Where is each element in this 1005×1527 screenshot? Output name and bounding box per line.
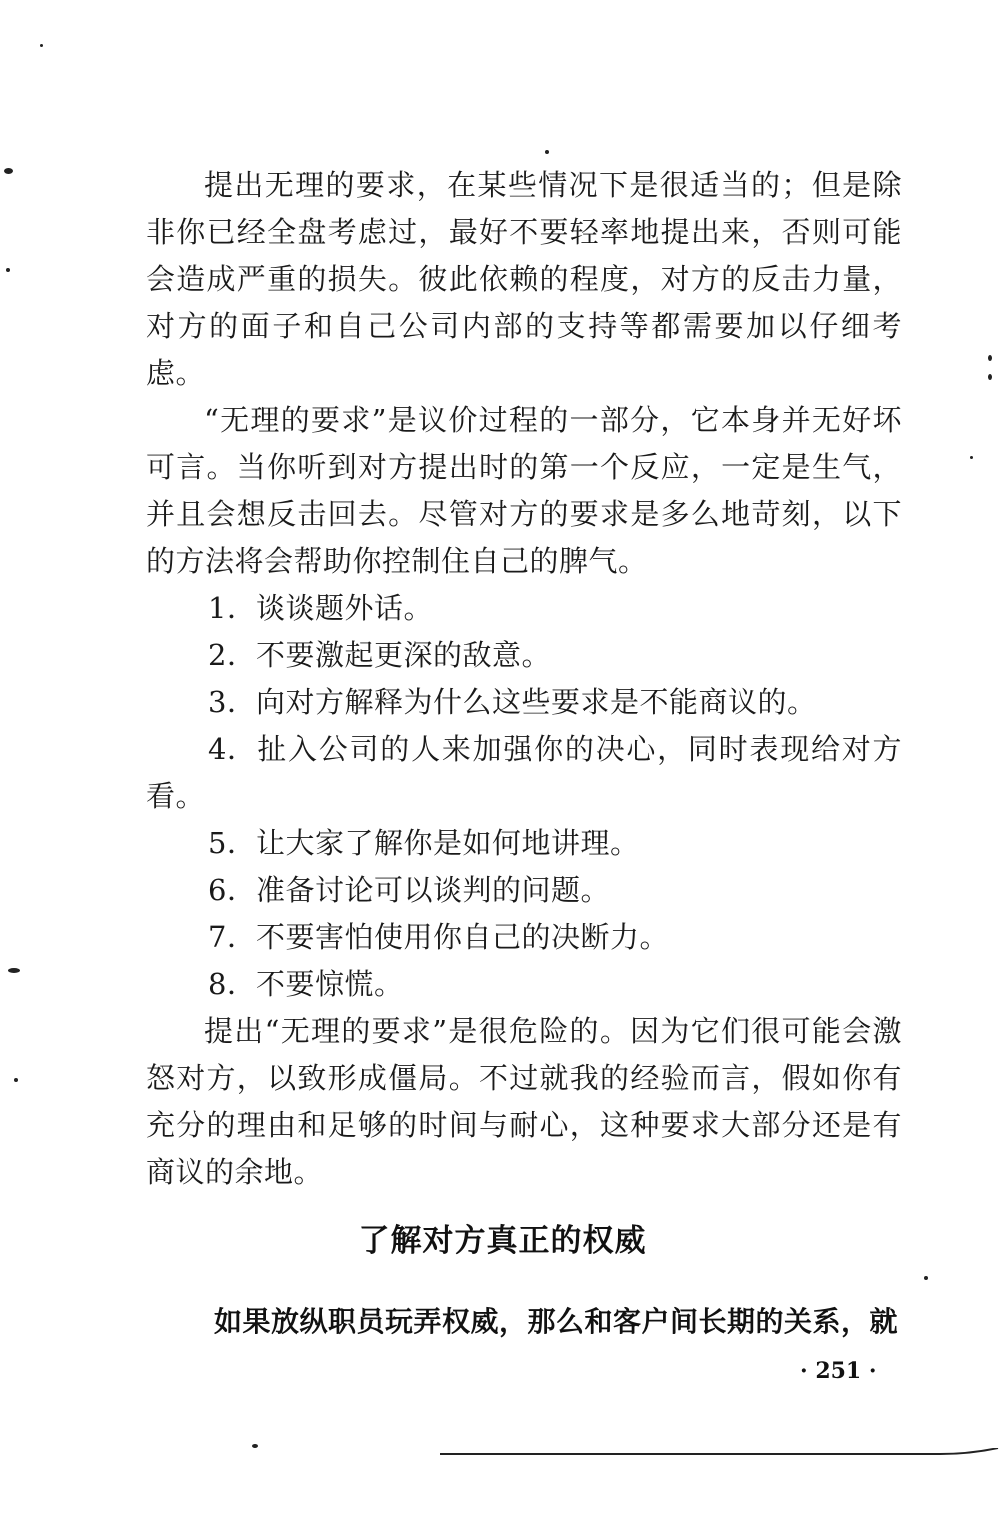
list-item — [146, 961, 902, 1008]
list-item — [146, 585, 902, 632]
scan-speck — [40, 44, 43, 47]
list-item — [146, 726, 902, 820]
list-item — [146, 820, 902, 867]
list-text: 谈谈题外话。 — [256, 591, 434, 625]
scan-speck — [970, 456, 973, 459]
list-number: 3． — [208, 685, 257, 719]
scan-speck — [14, 1078, 18, 1082]
list-item — [146, 632, 902, 679]
section-heading: 了解对方真正的权威 — [358, 1223, 647, 1259]
list-number: 2． — [208, 638, 257, 672]
body-text — [146, 162, 902, 1196]
list-number: 4． — [208, 732, 257, 766]
list-item — [146, 867, 902, 914]
scan-speck — [6, 268, 10, 272]
list-number: 7． — [208, 920, 257, 954]
scan-speck — [988, 355, 992, 361]
list-text: 向对方解释为什么这些要求是不能商议的。 — [256, 685, 817, 719]
list-item — [146, 679, 902, 726]
list-item — [146, 914, 902, 961]
list-number: 1． — [208, 591, 257, 625]
list-number: 5． — [208, 826, 257, 860]
scan-speck — [252, 1444, 258, 1448]
list-text: 不要惊慌。 — [256, 967, 404, 1001]
list-text: 不要害怕使用你自己的决断力。 — [256, 920, 670, 954]
advice-list — [146, 585, 902, 1008]
list-number: 6． — [208, 873, 257, 907]
scan-speck — [924, 1276, 928, 1280]
bottom-rule-line — [440, 1448, 1000, 1458]
paragraph-2: “无理的要求”是议价过程的一部分，它本身并无好坏可言。当你听到对方提出时的第一个反应，一定是生气，并且会想反击回去。尽管对方的要求是多么地苛刻，以下的方法将会帮助你控制住自己的脾气。 — [146, 403, 902, 578]
page-number: · 251 · — [800, 1358, 877, 1384]
scan-speck — [988, 374, 992, 380]
section-first-line: 如果放纵职员玩弄权威，那么和客户间长期的关系，就 — [214, 1305, 899, 1338]
scan-speck — [545, 150, 549, 154]
paragraph-1: 提出无理的要求，在某些情况下是很适当的；但是除非你已经全盘考虑过，最好不要轻率地提出来，否则可能会造成严重的损失。彼此依赖的程度，对方的反击力量，对方的面子和自己公司内部的支持等都需要加以仔细考虑。 — [146, 168, 902, 390]
scan-speck — [4, 168, 13, 174]
paragraph-3: 提出“无理的要求”是很危险的。因为它们很可能会激怒对方，以致形成僵局。不过就我的经验而言，假如你有充分的理由和足够的时间与耐心，这种要求大部分还是有商议的余地。 — [146, 1014, 902, 1189]
list-text: 准备讨论可以谈判的问题。 — [256, 873, 611, 907]
list-text: 扯入公司的人来加强你的决心，同时表现给对方看。 — [146, 732, 902, 813]
scan-speck — [8, 968, 20, 973]
list-text: 不要激起更深的敌意。 — [256, 638, 552, 672]
list-number: 8． — [208, 967, 257, 1001]
list-text: 让大家了解你是如何地讲理。 — [256, 826, 640, 860]
